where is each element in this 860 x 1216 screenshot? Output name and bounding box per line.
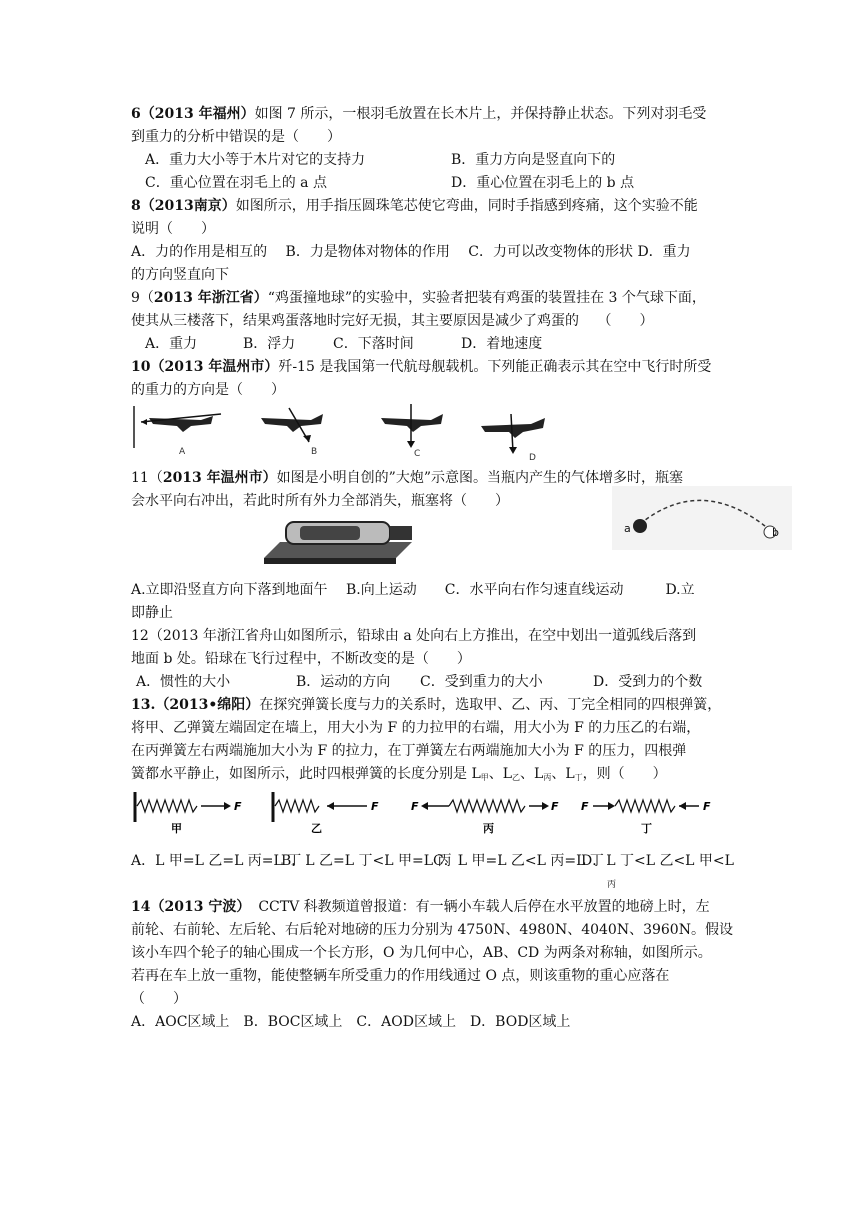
q10-airplane-figure — [131, 398, 571, 462]
label-a: a — [624, 522, 631, 535]
q13-line2: 将甲、乙弹簧左端固定在墙上，用大小为 F 的力拉甲的右端，用大小为 F 的力压乙的右端， — [131, 720, 701, 736]
q13-line3: 在丙弹簧左右两端施加大小为 F 的拉力，在丁弹簧左右两端施加大小为 F 的压力，四根弹 — [131, 743, 687, 759]
q10-text: 歼-15 是我国第一代航母舰载机。下列能正确表示其在空中飞行时所受 — [278, 359, 712, 375]
q9-line2: 使其从三楼落下，结果鸡蛋落地时完好无损，其主要原因是减少了鸡蛋的 （ ） — [131, 313, 654, 329]
spring-ding — [581, 800, 711, 835]
plane-a-icon — [141, 414, 221, 432]
sub-bing: 丙 — [543, 773, 552, 782]
spring-bing — [411, 800, 559, 835]
q9-option-a: A．重力 — [145, 336, 198, 352]
q13-l3: 、L — [520, 766, 544, 782]
sub-ding: 丁 — [574, 773, 583, 782]
q6-option-d: D．重心位置在羽毛上的 b 点 — [451, 175, 635, 191]
q10-line2: 的重力的方向是（ ） — [131, 382, 285, 398]
q6-text: 如图 7 所示，一根羽毛放置在长木片上，并保持静止状态。下列对羽毛受 — [254, 106, 707, 122]
q13-source: 13.（2013•绵阳） — [131, 697, 260, 713]
force-label: F — [551, 800, 559, 813]
q9-line1 — [131, 287, 741, 309]
q10-line1 — [131, 356, 741, 378]
spring-label-bing: 丙 — [483, 822, 494, 835]
q13-option-a: A．L 甲=L 乙=L 丙=L 丁 — [131, 853, 302, 869]
q13-line1 — [131, 694, 741, 716]
q12-line1: 12（2013 年浙江省舟山如图所示，铅球由 a 处向右上方推出，在空中划出一道弧线后落到 — [131, 628, 697, 644]
q10-source: 2013 年温州市） — [164, 359, 279, 375]
q13-option-c: C．L 甲=L 乙<L 丙=L 丁 — [433, 853, 604, 869]
ball-a-icon — [633, 519, 647, 533]
q10-number: 10（ — [131, 359, 165, 375]
q13-springs-figure — [131, 788, 731, 836]
plane-label-b: B — [311, 447, 318, 457]
q8-line1 — [131, 195, 741, 217]
q13-line4-text: 簧都水平静止，如图所示，此时四根弹簧的长度分别是 L — [131, 766, 481, 782]
q9-option-b: B．浮力 — [243, 336, 296, 352]
q6-line1 — [131, 103, 741, 125]
spring-label-ding: 丁 — [641, 822, 652, 835]
label-b: b — [772, 526, 779, 539]
q14-line3: 该小车四个轮子的轴心围成一个长方形，O 为几何中心，AB、CD 为两条对称轴，如图所示。 — [131, 945, 712, 961]
q9-text: “鸡蛋撞地球”的实验中，实验者把装有鸡蛋的装置挂在 3 个气球下面， — [267, 290, 706, 306]
q9-option-c: C．下落时间 — [333, 336, 414, 352]
q6-option-c: C．重心位置在羽毛上的 a 点 — [145, 175, 327, 191]
q13-option-d: D．L 丁<L 乙<L 甲<L — [581, 853, 734, 869]
q8-options: A．力的作用是相互的 B．力是物体对物体的作用 C．力可以改变物体的形状 D．重力 — [131, 244, 691, 260]
q6-option-a: A．重力大小等于木片对它的支持力 — [145, 152, 366, 168]
q6-number: 6（ — [131, 106, 155, 122]
cork-shape — [390, 526, 412, 540]
q13-option-b: B．L 乙=L 丁<L 甲=L 丙 — [281, 853, 452, 869]
plane-d-icon — [481, 414, 545, 454]
spring-jia — [135, 792, 242, 835]
q6-source: 2013 年福州） — [154, 106, 255, 122]
q11-line2: 会水平向右冲出，若此时所有外力全部消失，瓶塞将（ ） — [131, 493, 509, 509]
plane-label-c: C — [414, 449, 421, 459]
q12-option-a: A．惯性的大小 — [136, 674, 231, 690]
q14-line4: 若再在车上放一重物，能使整辆车所受重力的作用线通过 O 点，则该重物的重心应落在 — [131, 968, 670, 984]
q11-source: 2013 年温州市） — [162, 470, 277, 486]
q13-line4-end: ，则（ ） — [582, 766, 667, 782]
q8-line2: 说明（ ） — [131, 221, 215, 237]
sub-yi: 乙 — [512, 773, 521, 782]
q12-trajectory-figure — [612, 486, 792, 550]
plane-b-icon — [261, 408, 323, 442]
q11-options: A.立即沿竖直方向下落到地面午 B.向上运动 C．水平向右作匀速直线运动 D.立 — [131, 582, 695, 598]
q13-option-d-sub: 丙 — [607, 880, 617, 890]
force-label: F — [703, 800, 711, 813]
plane-label-a: A — [179, 447, 186, 457]
q9-number: 9（ — [131, 290, 154, 306]
q12-line2: 地面 b 处。铅球在飞行过程中，不断改变的是（ ） — [131, 651, 471, 667]
spring-label-jia: 甲 — [171, 822, 182, 835]
q11-cannon-figure — [262, 512, 422, 572]
sub-jia: 甲 — [480, 773, 489, 782]
force-label: F — [234, 800, 242, 813]
spring-label-yi: 乙 — [311, 822, 322, 835]
q14-line5: （ ） — [131, 991, 187, 1007]
q9-option-d: D．着地速度 — [461, 336, 543, 352]
q9-source: 2013 年浙江省） — [153, 290, 268, 306]
q6-option-b: B．重力方向是竖直向下的 — [451, 152, 616, 168]
spring-yi — [273, 792, 379, 835]
q11-number: 11（ — [131, 470, 163, 486]
force-label: F — [371, 800, 379, 813]
q12-option-d: D．受到力的个数 — [593, 674, 703, 690]
q8-option-d-cont: 的方向竖直向下 — [131, 267, 229, 283]
q12-option-c: C．受到重力的大小 — [420, 674, 543, 690]
q11-option-d-cont: 即静止 — [131, 605, 173, 621]
q6-line2: 到重力的分析中错误的是（ ） — [131, 129, 341, 145]
q13-line4 — [131, 763, 741, 789]
q12-option-b: B．运动的方向 — [296, 674, 391, 690]
plane-c-icon — [381, 404, 443, 448]
plane-label-d: D — [529, 453, 536, 462]
force-label: F — [581, 800, 589, 813]
q8-text: 如图所示，用手指压圆珠笔芯使它弯曲，同时手指感到疼痛，这个实验不能 — [235, 198, 698, 214]
force-label: F — [411, 800, 419, 813]
q8-source: 8（2013南京） — [131, 198, 236, 214]
q14-line1 — [131, 896, 741, 918]
q14-options: A．AOC区域上 B．BOC区域上 C．AOD区域上 D．BOD区域上 — [131, 1014, 571, 1030]
q14-text: CCTV 科教频道曾报道：有一辆小车载人后停在水平放置的地磅上时，左 — [258, 899, 710, 915]
q13-text: 在探究弹簧长度与力的关系时，选取甲、乙、丙、丁完全相同的四根弹簧， — [259, 697, 722, 713]
q13-l2: 、L — [488, 766, 513, 782]
q14-line2: 前轮、右前轮、左后轮、右后轮对地磅的压力分别为 4750N、4980N、4040N、3960N。假设 — [131, 922, 733, 938]
q11-text: 如图是小明自创的”大炮”示意图。当瓶内产生的气体增多时，瓶塞 — [276, 470, 683, 486]
q13-l4: 、L — [551, 766, 575, 782]
q14-source: 14（2013 宁波） — [131, 899, 251, 915]
